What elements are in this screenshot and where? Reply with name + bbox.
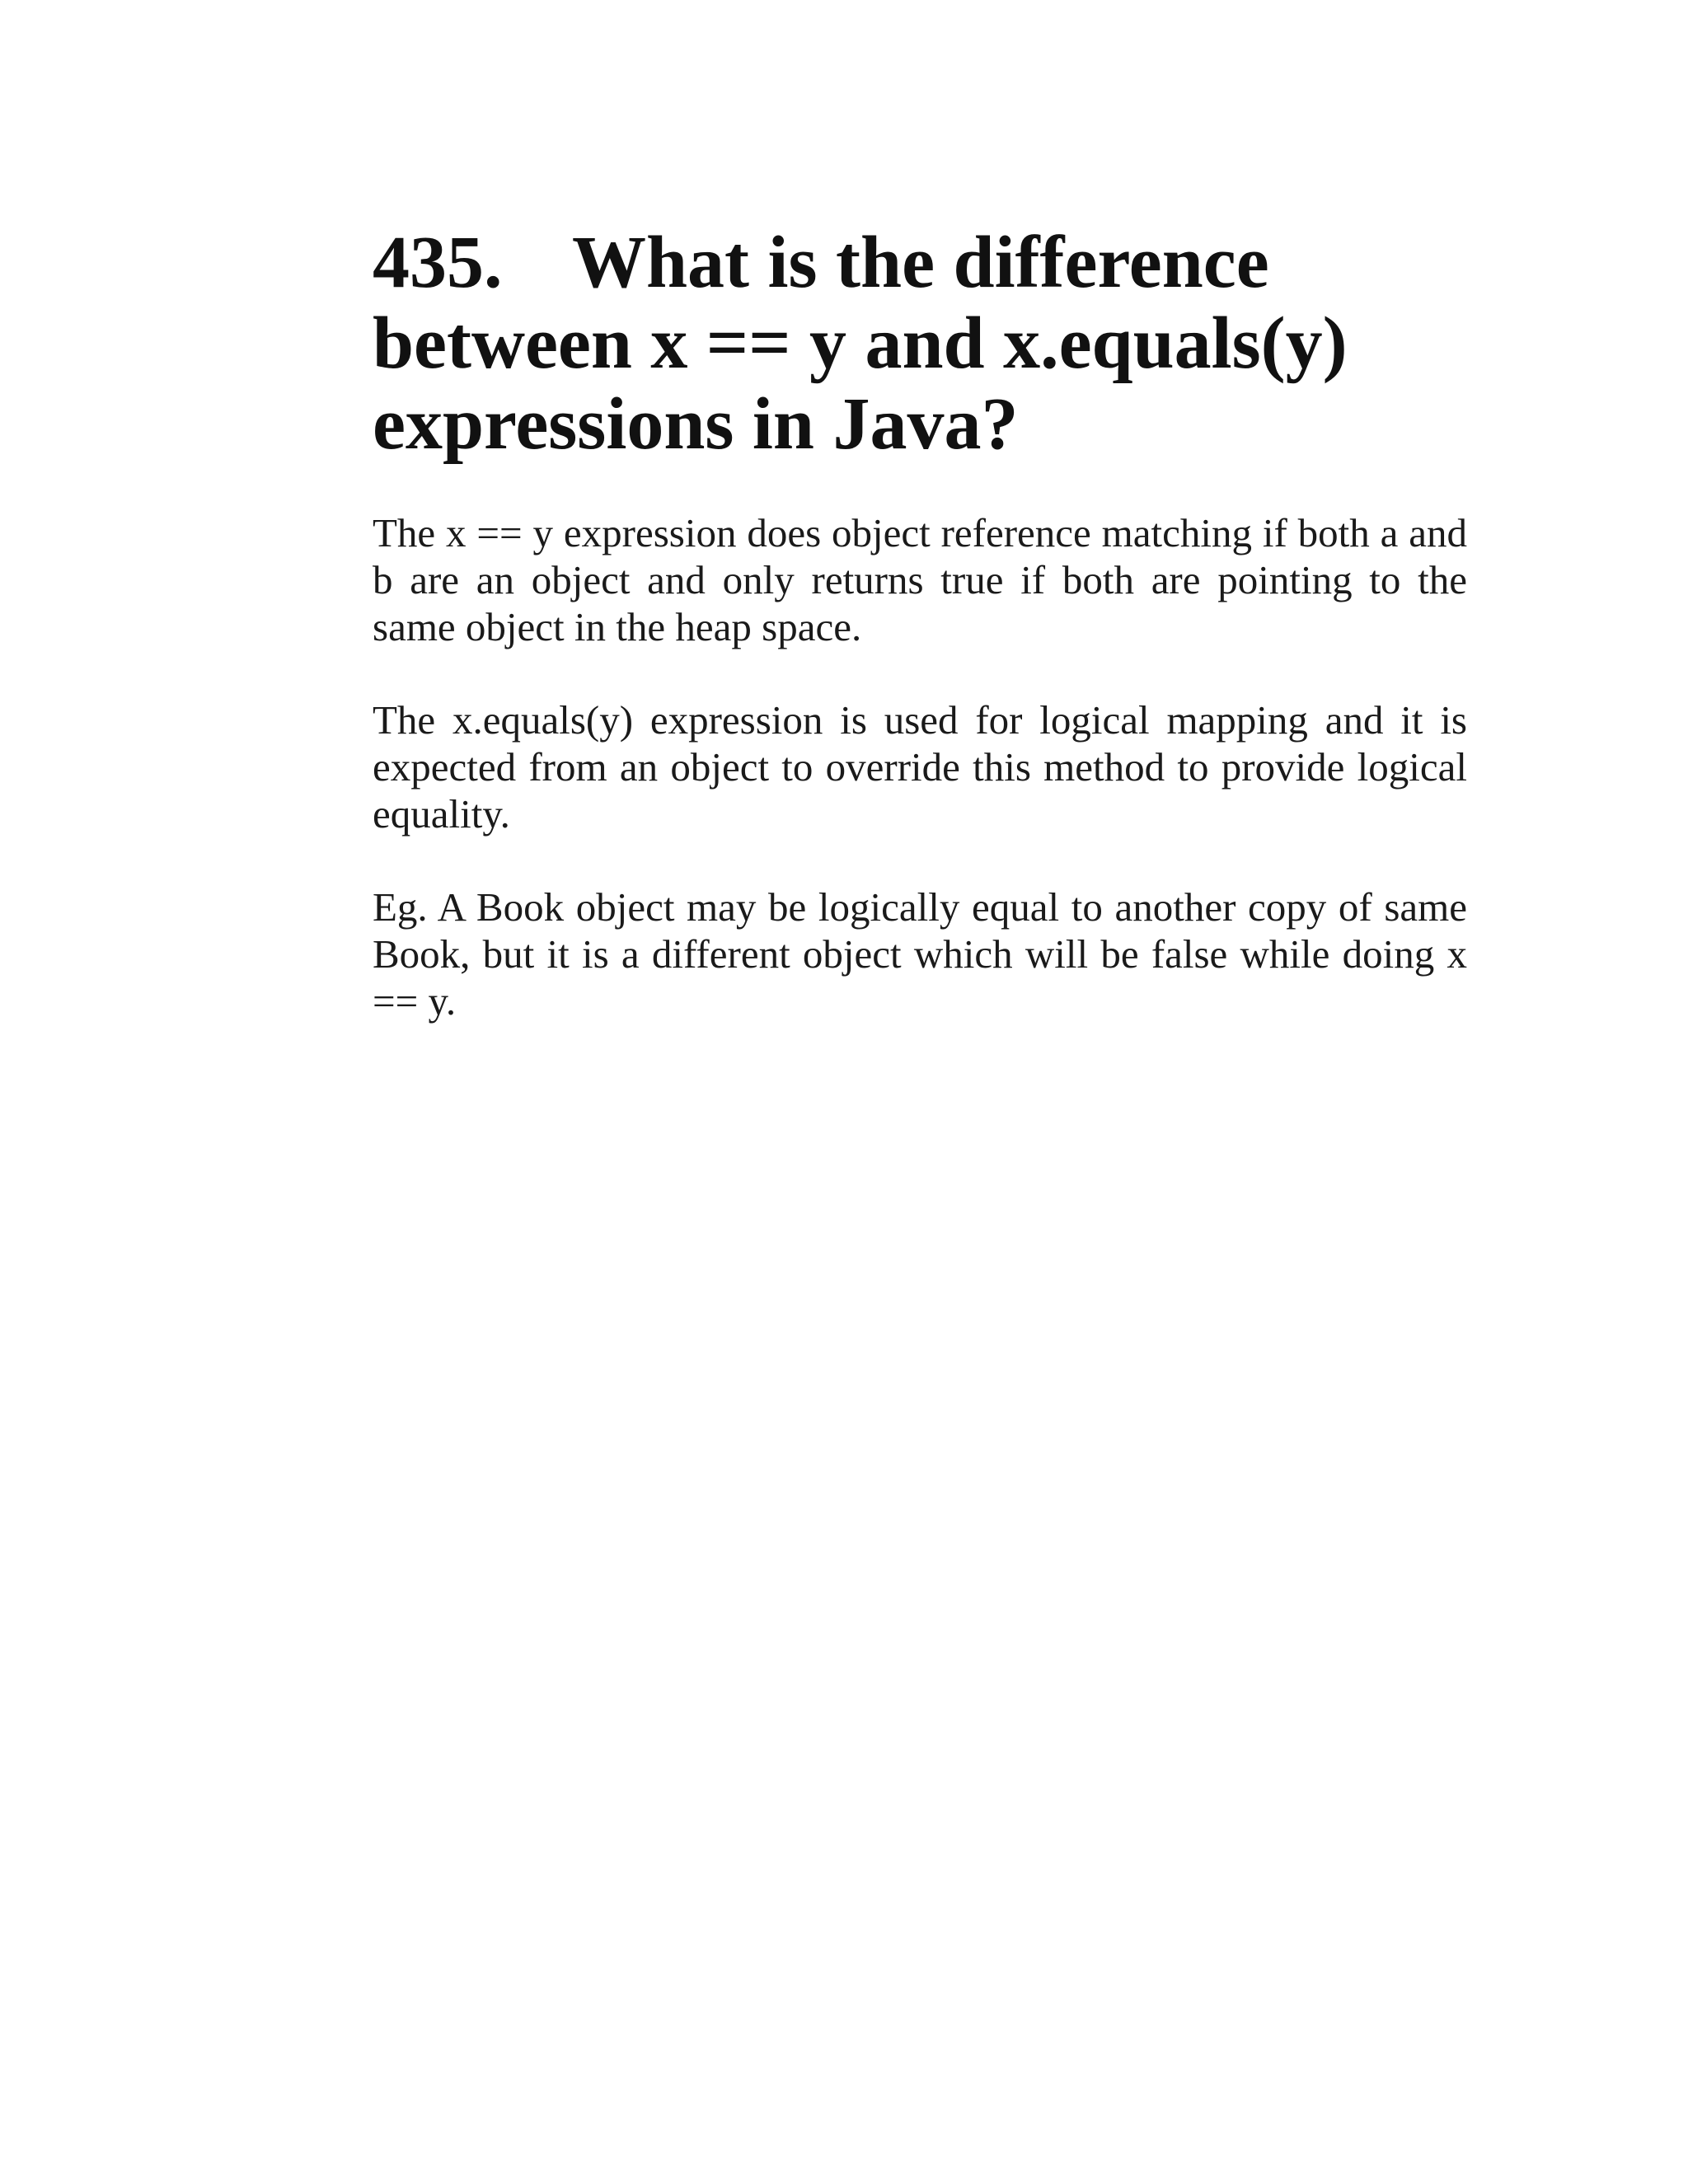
question-number: 435. (373, 222, 503, 303)
answer-paragraph-reference: The x == y expression does object reference matching if both a and b are an object and only returns true if both are pointing to the same object in the heap space. (373, 510, 1467, 649)
page-content (373, 223, 1467, 1024)
answer-paragraph-equals: The x.equals(y) expression is used for logical mapping and it is expected from an object to override this method to provide logical equality. (373, 697, 1467, 837)
answer-paragraph-example: Eg. A Book object may be logically equal to another copy of same Book, but it is a different object which will be false while doing x == y. (373, 884, 1467, 1024)
question-title: What is the difference between x == y and x.equals(y) expressions in Java? (373, 222, 1348, 465)
question-heading (373, 223, 1467, 465)
